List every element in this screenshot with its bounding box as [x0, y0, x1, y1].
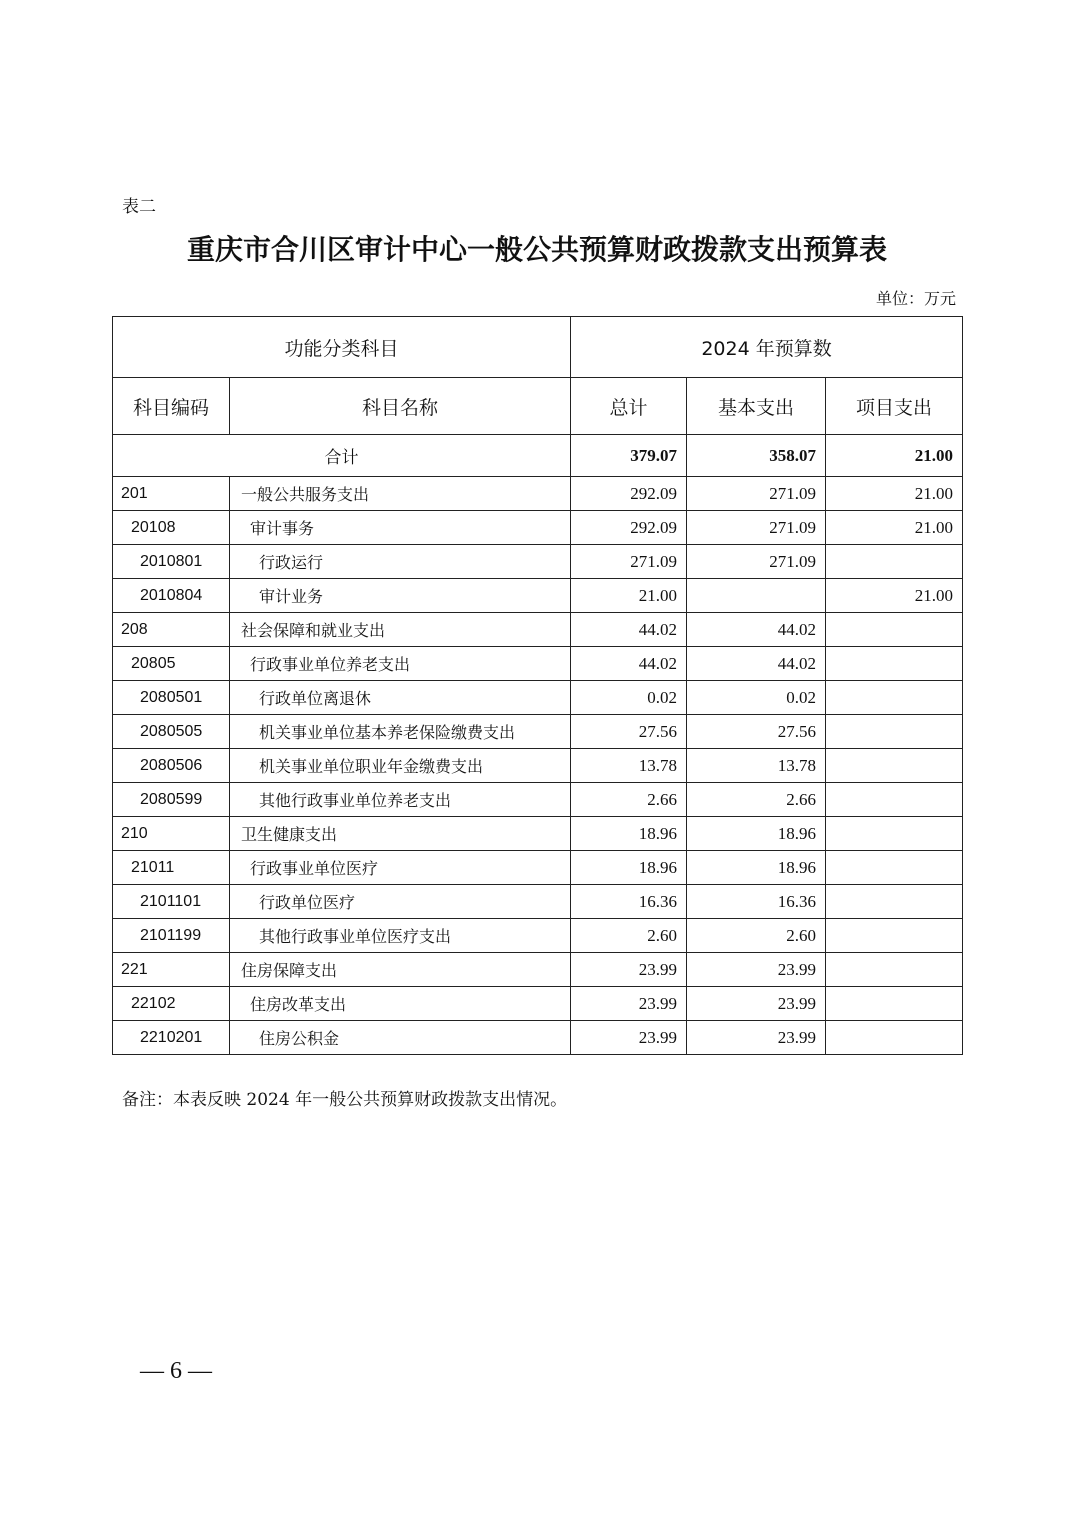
row-total: 18.96: [571, 817, 687, 851]
row-total: 271.09: [571, 545, 687, 579]
row-code: 210: [113, 817, 230, 851]
header-project-expenditure: 项目支出: [826, 378, 963, 435]
row-total: 44.02: [571, 613, 687, 647]
row-code: 2080501: [113, 681, 230, 715]
row-basic: 2.66: [687, 783, 826, 817]
row-name: 行政单位医疗: [230, 885, 571, 919]
total-project: 21.00: [826, 435, 963, 477]
document-title: 重庆市合川区审计中心一般公共预算财政拨款支出预算表: [186, 233, 887, 266]
row-name: 审计事务: [230, 511, 571, 545]
row-basic: 27.56: [687, 715, 826, 749]
row-name: 住房公积金: [230, 1021, 571, 1055]
row-basic: 23.99: [687, 987, 826, 1021]
row-basic: 271.09: [687, 511, 826, 545]
row-basic: 44.02: [687, 647, 826, 681]
row-project: [826, 749, 963, 783]
row-name: 住房改革支出: [230, 987, 571, 1021]
row-name: 一般公共服务支出: [230, 477, 571, 511]
header-total: 总计: [571, 378, 687, 435]
row-basic: 2.60: [687, 919, 826, 953]
row-code: 221: [113, 953, 230, 987]
row-total: 27.56: [571, 715, 687, 749]
row-total: 23.99: [571, 987, 687, 1021]
header-subject-name: 科目名称: [230, 378, 571, 435]
row-project: [826, 681, 963, 715]
row-total: 2.66: [571, 783, 687, 817]
row-basic: 18.96: [687, 817, 826, 851]
table-row: [113, 477, 963, 511]
row-name: 行政单位离退休: [230, 681, 571, 715]
row-name: 行政事业单位医疗: [230, 851, 571, 885]
header-budget-2024: 2024 年预算数: [571, 317, 963, 378]
row-project: [826, 613, 963, 647]
row-project: [826, 545, 963, 579]
row-name: 住房保障支出: [230, 953, 571, 987]
row-project: [826, 851, 963, 885]
table-row: [113, 987, 963, 1021]
row-name: 社会保障和就业支出: [230, 613, 571, 647]
row-total: 44.02: [571, 647, 687, 681]
row-total: 0.02: [571, 681, 687, 715]
footnote: 备注：本表反映 2024 年一般公共预算财政拨款支出情况。: [122, 1090, 568, 1110]
row-basic: 23.99: [687, 1021, 826, 1055]
row-name: 卫生健康支出: [230, 817, 571, 851]
row-project: 21.00: [826, 579, 963, 613]
row-project: [826, 715, 963, 749]
row-project: [826, 919, 963, 953]
table-row: [113, 919, 963, 953]
total-label: 合计: [113, 435, 571, 477]
budget-table: [112, 316, 963, 1055]
row-total: 16.36: [571, 885, 687, 919]
row-project: [826, 783, 963, 817]
row-name: 审计业务: [230, 579, 571, 613]
row-total: 2.60: [571, 919, 687, 953]
row-name: 行政事业单位养老支出: [230, 647, 571, 681]
row-project: [826, 1021, 963, 1055]
table-row: [113, 1021, 963, 1055]
table-row: [113, 681, 963, 715]
row-code: 20805: [113, 647, 230, 681]
header-subject-code: 科目编码: [113, 378, 230, 435]
table-row: [113, 647, 963, 681]
table-row: [113, 511, 963, 545]
table-row: [113, 749, 963, 783]
row-code: 2010801: [113, 545, 230, 579]
row-name: 其他行政事业单位养老支出: [230, 783, 571, 817]
row-basic: [687, 579, 826, 613]
row-code: 208: [113, 613, 230, 647]
row-project: [826, 953, 963, 987]
table-row: [113, 885, 963, 919]
row-total: 23.99: [571, 953, 687, 987]
row-basic: 13.78: [687, 749, 826, 783]
total-basic: 358.07: [687, 435, 826, 477]
row-basic: 271.09: [687, 477, 826, 511]
row-code: 20108: [113, 511, 230, 545]
row-code: 2080505: [113, 715, 230, 749]
row-code: 2080506: [113, 749, 230, 783]
row-project: [826, 817, 963, 851]
row-project: 21.00: [826, 477, 963, 511]
table-row: [113, 953, 963, 987]
header-basic-expenditure: 基本支出: [687, 378, 826, 435]
row-total: 292.09: [571, 477, 687, 511]
row-project: [826, 987, 963, 1021]
row-code: 2101101: [113, 885, 230, 919]
row-name: 行政运行: [230, 545, 571, 579]
row-code: 2010804: [113, 579, 230, 613]
row-basic: 23.99: [687, 953, 826, 987]
table-label: 表二: [122, 197, 156, 217]
table-row: [113, 783, 963, 817]
page-number: — 6 —: [140, 1358, 212, 1384]
table-row: [113, 613, 963, 647]
row-name: 其他行政事业单位医疗支出: [230, 919, 571, 953]
row-code: 201: [113, 477, 230, 511]
table-row: [113, 545, 963, 579]
row-total: 292.09: [571, 511, 687, 545]
row-basic: 18.96: [687, 851, 826, 885]
row-project: [826, 647, 963, 681]
row-basic: 0.02: [687, 681, 826, 715]
row-code: 2080599: [113, 783, 230, 817]
total-sum: 379.07: [571, 435, 687, 477]
row-code: 2210201: [113, 1021, 230, 1055]
row-code: 2101199: [113, 919, 230, 953]
row-basic: 44.02: [687, 613, 826, 647]
row-project: [826, 885, 963, 919]
table-row: [113, 851, 963, 885]
unit-label: 单位：万元: [875, 289, 956, 308]
table-row: [113, 579, 963, 613]
row-name: 机关事业单位职业年金缴费支出: [230, 749, 571, 783]
total-row: [113, 435, 963, 477]
row-total: 13.78: [571, 749, 687, 783]
row-total: 18.96: [571, 851, 687, 885]
header-functional-category: 功能分类科目: [113, 317, 571, 378]
row-code: 21011: [113, 851, 230, 885]
table-row: [113, 817, 963, 851]
row-basic: 16.36: [687, 885, 826, 919]
row-project: 21.00: [826, 511, 963, 545]
row-total: 21.00: [571, 579, 687, 613]
row-name: 机关事业单位基本养老保险缴费支出: [230, 715, 571, 749]
row-total: 23.99: [571, 1021, 687, 1055]
row-basic: 271.09: [687, 545, 826, 579]
row-code: 22102: [113, 987, 230, 1021]
table-row: [113, 715, 963, 749]
